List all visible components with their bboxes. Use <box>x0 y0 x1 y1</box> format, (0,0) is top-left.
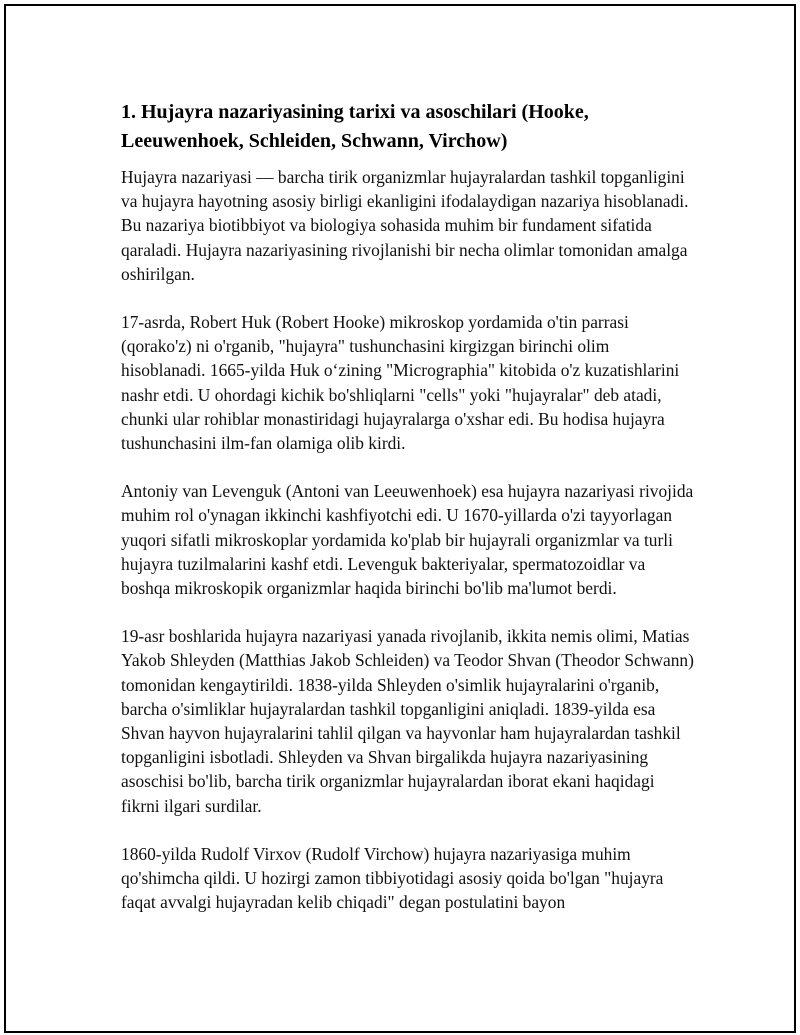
paragraph-hooke: 17-asrda, Robert Huk (Robert Hooke) mikroskop yordamida o'tin parrasi (qorako'z) ni o'rganib, "hujayra" tushunchasini kirgizgan birinchi olim hisoblanadi. 1665-yilda Huk o‘zining "Micrographia" kitobida o'z kuzatishlarini nashr etdi. U ohordagi kichik bo'shliqlarni "cells" yoki "hujayralar" deb atadi, chunki ular rohiblar monastiridagi hujayralarga o'xshar edi. Bu hodisa hujayra tushunchasini ilm-fan olamiga olib kirdi. <box>121 312 680 454</box>
paragraph-leeuwenhoek: Antoniy van Levenguk (Antoni van Leeuwenhoek) esa hujayra nazariyasi rivojida muhim rol o'ynagan ikkinchi kashfiyotchi edi. U 1670-yillarda o'zi tayyorlagan yuqori sifatli mikroskoplar yordamida ko'plab bir hujayrali organizmlar va turli hujayra tuzilmalarini kashf etdi. Levenguk bakteriyalar, spermatozoidlar va boshqa mikroskopik organizmlar haqida birinchi bo'lib ma'lumot berdi. <box>121 481 694 599</box>
page-frame <box>4 4 796 1033</box>
paragraph-schleiden-schwann: 19-asr boshlarida hujayra nazariyasi yanada rivojlanib, ikkita nemis olimi, Matias Yakob Shleyden (Matthias Jakob Schleiden) va Teodor Shvan (Theodor Schwann) tomonidan kengaytirildi. 1838-yilda Shleyden o'simlik hujayralarini o'rganib, barcha o'simliklar hujayralardan tashkil topganligini aniqladi. 1839-yilda esa Shvan hayvon hujayralarini tahlil qilgan va hayvonlar ham hujayralardan tashkil topganligini isbotladi. Shleyden va Shvan birgalikda hujayra nazariyasining asoschisi bo'lib, barcha tirik organizmlar hujayralardan iborat ekani haqidagi fikrni ilgari surdilar. <box>121 626 694 816</box>
paragraph-virchow: 1860-yilda Rudolf Virxov (Rudolf Virchow) hujayra nazariyasiga muhim qo'shimcha qildi. U hozirgi zamon tibbiyotidagi asosiy qoida bo'lgan "hujayra faqat avvalgi hujayradan kelib chiqadi" degan postulatini bayon <box>121 843 664 913</box>
document-title: 1. Hujayra nazariyasining tarixi va asoschilari (Hooke, Leeuwenhoek, Schleiden, Schwann, Virchow) <box>121 101 589 152</box>
paragraph-intro: Hujayra nazariyasi — barcha tirik organizmlar hujayralardan tashkil topganligini va hujayra hayotning asosiy birligi ekanligini ifodalaydigan nazariya hisoblanadi. Bu nazariya biotibbiyot va biologiya sohasida muhim bir fundament sifatida qaraladi. Hujayra nazariyasining rivojlanishi bir necha olimlar tomonidan amalga oshirilgan. <box>121 167 689 284</box>
document-body <box>121 98 696 938</box>
